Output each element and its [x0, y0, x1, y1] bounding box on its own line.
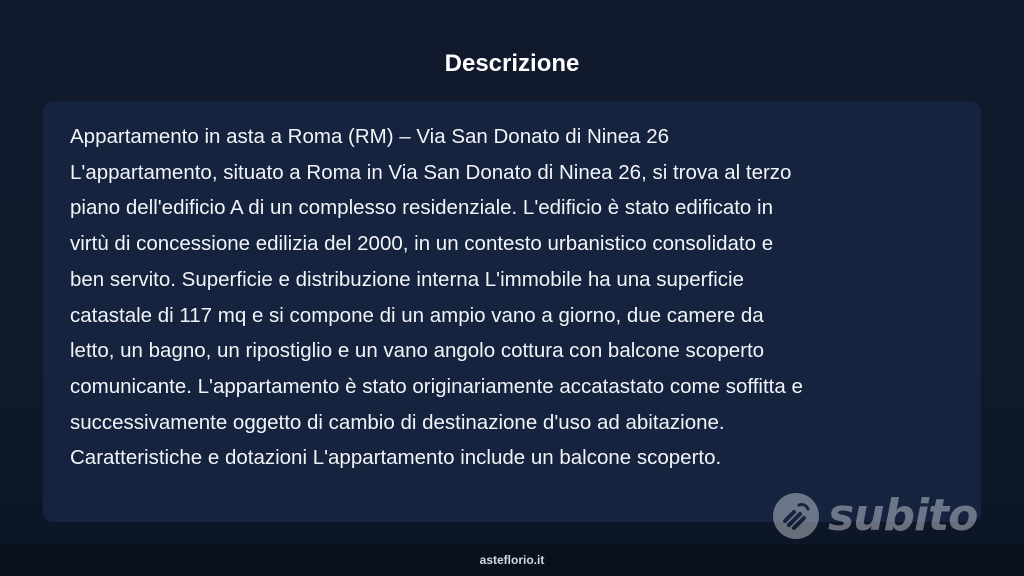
description-line: successivamente oggetto di cambio di destinazione d'uso ad abitazione.	[70, 410, 725, 434]
footer	[0, 544, 1024, 576]
description-line: letto, un bagno, un ripostiglio e un vano angolo cottura con balcone scoperto	[70, 339, 765, 363]
description-line: ben servito. Superficie e distribuzione interna L'immobile ha una superficie	[70, 267, 744, 291]
description-line: catastale di 117 mq e si compone di un ampio vano a giorno, due camere da	[70, 303, 764, 327]
description-line: L'appartamento, situato a Roma in Via San Donato di Ninea 26, si trova al terzo	[70, 160, 792, 184]
page-title: Descrizione	[444, 50, 580, 77]
subito-logo-icon	[772, 492, 820, 540]
subito-watermark	[772, 490, 977, 542]
description-line: Appartamento in asta a Roma (RM) – Via San Donato di Ninea 26	[70, 125, 670, 148]
description-card	[43, 101, 981, 522]
description-line: comunicante. L'appartamento è stato originariamente accatastato come soffitta e	[70, 374, 803, 398]
description-line: Caratteristiche e dotazioni L'appartamento include un balcone scoperto.	[70, 446, 722, 470]
subito-wordmark: subito	[828, 490, 978, 541]
footer-site-label: asteflorio.it	[479, 553, 545, 567]
description-line: piano dell'edificio A di un complesso residenziale. L'edificio è stato edificato in	[70, 196, 773, 220]
description-line: virtù di concessione edilizia del 2000, in un contesto urbanistico consolidato e	[70, 232, 774, 256]
